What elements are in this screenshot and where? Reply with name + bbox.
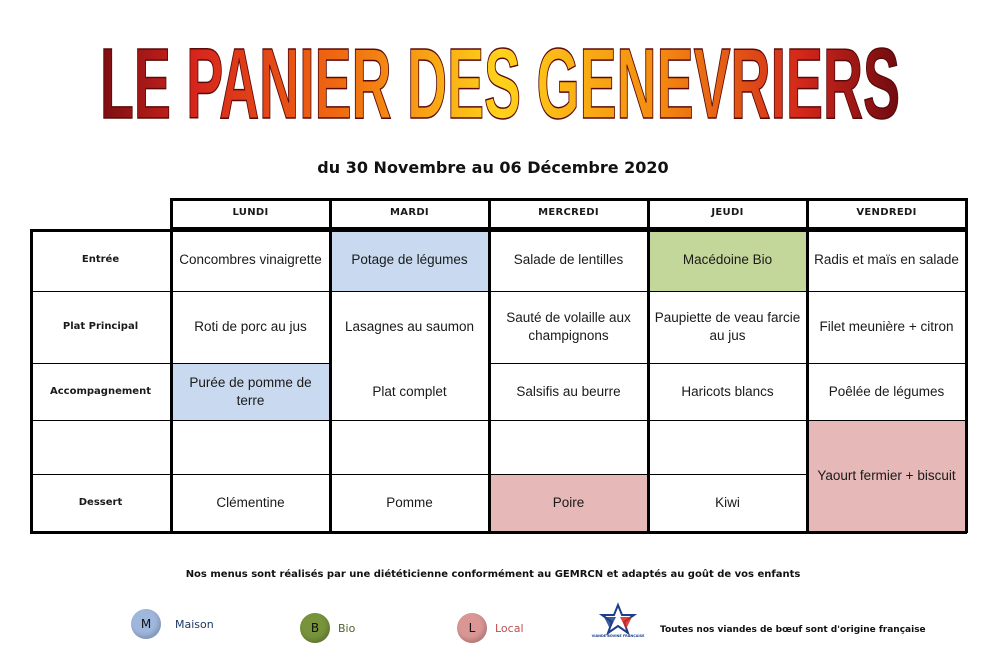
dessert-mardi: Pomme (386, 495, 433, 510)
legend-maison (131, 609, 214, 639)
row-label-plat: Plat Principal (62, 321, 139, 332)
bio-badge-icon: B (300, 613, 330, 643)
legend-maison-label: Maison (175, 617, 214, 631)
plat-mercredi: Sauté de volaille aux champignons (506, 310, 631, 343)
dessert-jeudi: Kiwi (715, 495, 740, 510)
row-label-dessert: Dessert (78, 497, 123, 508)
plat-lundi: Roti de porc au jus (194, 319, 307, 334)
viande-bovine-francaise-logo-icon (591, 603, 645, 645)
plat-jeudi: Paupiette de veau farcie au jus (654, 310, 801, 343)
entree-mardi: Potage de légumes (330, 229, 489, 291)
beef-origin-note: Toutes nos viandes de bœuf sont d'origine française (660, 625, 926, 635)
page-title: LE PANIER DES GENEVRIERS (100, 28, 900, 140)
legend-local (457, 613, 524, 643)
day-header-1: MARDI (390, 207, 429, 218)
accompagnement-vendredi: Poêlée de légumes (828, 383, 945, 399)
day-header-0: LUNDI (232, 207, 269, 218)
accompagnement-mardi: Plat complet (372, 383, 447, 399)
title-banner (70, 6, 930, 156)
entree-jeudi: Macédoine Bio (648, 229, 807, 291)
row-label-entree: Entrée (81, 254, 120, 265)
accompagnement-mercredi: Salsifis au beurre (516, 383, 621, 399)
row-label-accompagnement: Accompagnement (50, 385, 151, 397)
footnote: Nos menus sont réalisés par une diététicienne conformément au GEMRCN et adaptés au goût de vos enfants (185, 569, 801, 580)
accompagnement-lundi: Purée de pomme de terre (171, 363, 330, 420)
day-header-2: MERCREDI (538, 207, 599, 218)
entree-vendredi: Radis et maïs en salade (814, 252, 959, 267)
entree-mercredi: Salade de lentilles (513, 252, 624, 267)
day-header-4: VENDREDI (856, 207, 917, 218)
dessert-lundi: Clémentine (216, 495, 285, 510)
legend-local-label: Local (495, 621, 524, 635)
beef-logo-text: VIANDE BOVINE FRANÇAISE (591, 634, 645, 638)
legend-bio-label: Bio (338, 621, 356, 635)
plat-vendredi: Filet meunière + citron (819, 319, 954, 334)
legend-bio (300, 613, 355, 643)
plat-mardi: Lasagnes au saumon (344, 319, 475, 334)
dessert-vendredi: Yaourt fermier + biscuit (807, 420, 966, 532)
local-badge-icon: L (457, 613, 487, 643)
dessert-mercredi: Poire (489, 474, 648, 532)
date-range: du 30 Novembre au 06 Décembre 2020 (317, 158, 669, 177)
day-header-3: JEUDI (711, 207, 744, 218)
accompagnement-jeudi: Haricots blancs (681, 383, 774, 399)
entree-lundi: Concombres vinaigrette (179, 252, 322, 267)
maison-badge-icon: M (131, 609, 161, 639)
